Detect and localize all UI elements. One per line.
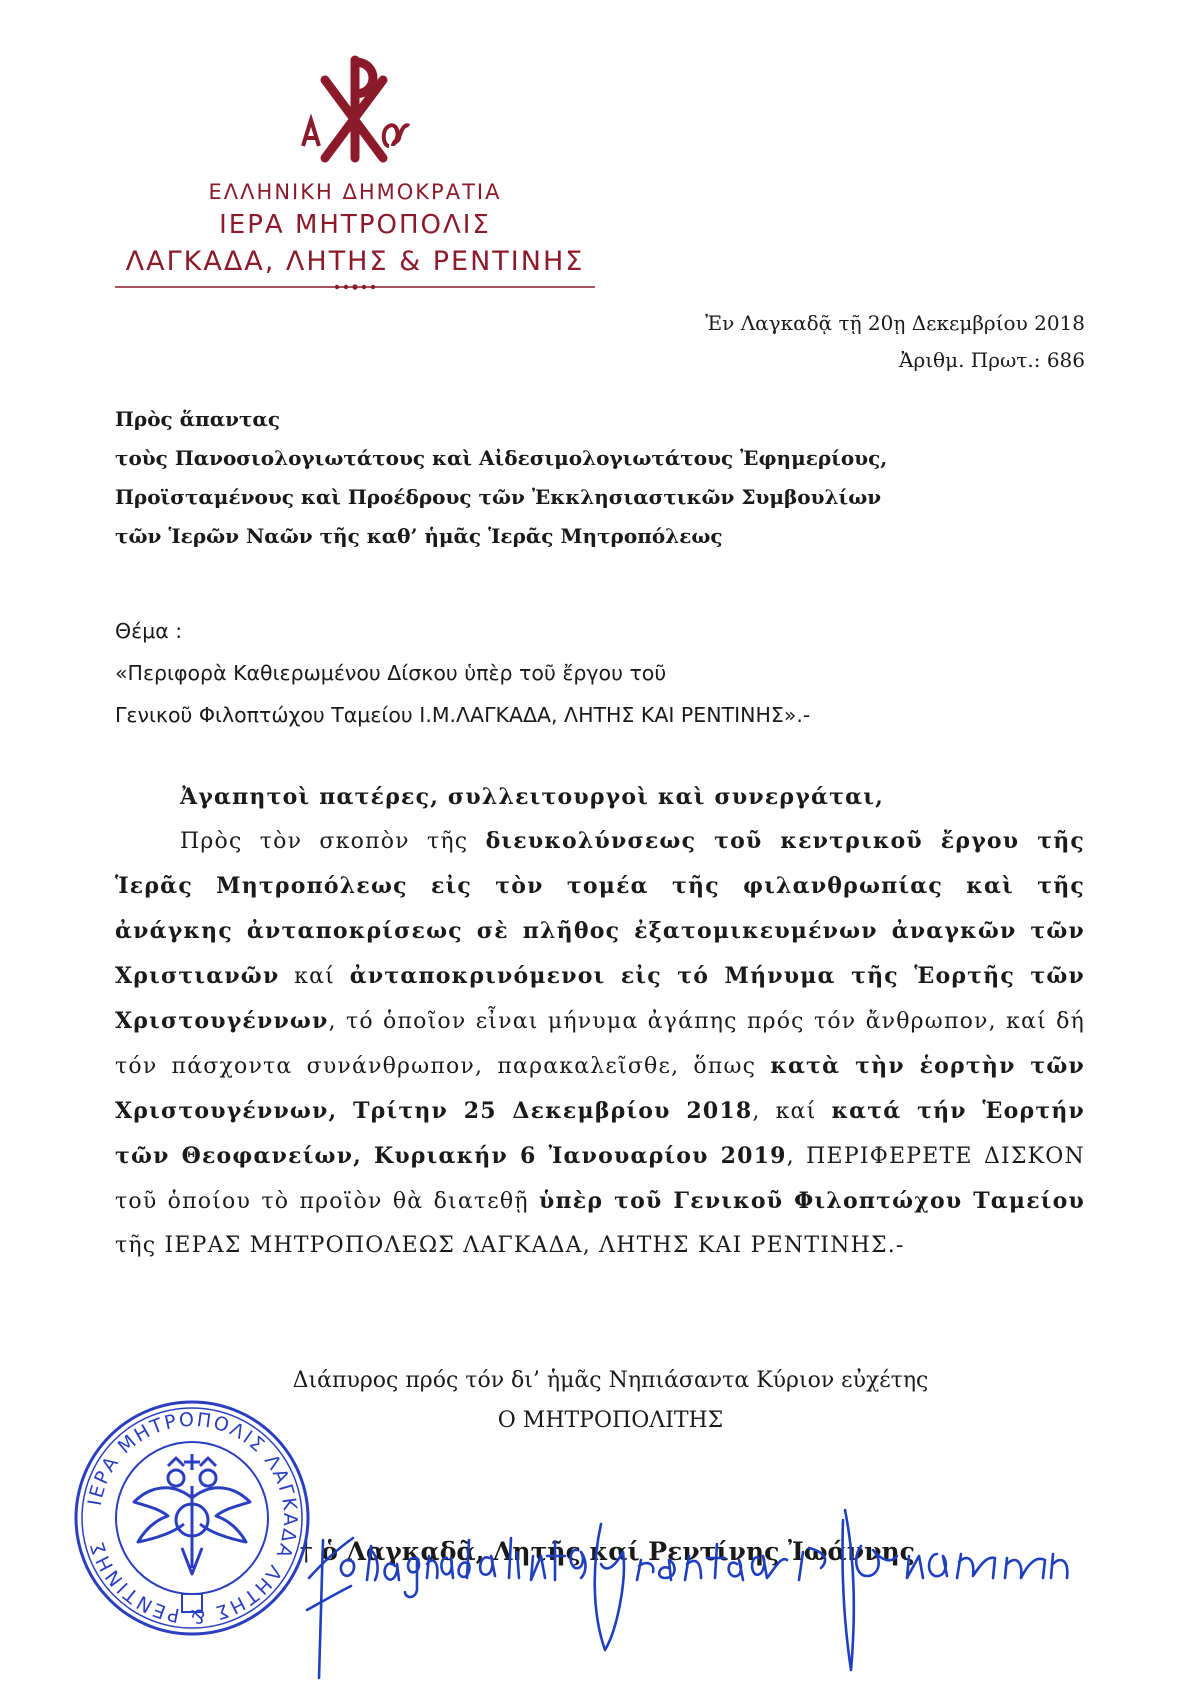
closing-line: Διάπυρος πρός τόν δι’ ἡμᾶς Νηπιάσαντα Κύριον εὐχέτης <box>292 1368 929 1393</box>
recipients <box>115 400 887 556</box>
body-text: , τό ὁποῖον εἶναι μήνυμα ἀγάπης πρός τόν ἄνθρωπον, καί δή τόν πάσχοντα συνάνθρωπον, παρακαλεῖσθε, ὅπως <box>115 1009 1085 1079</box>
letterhead-line-1: ΕΛΛΗΝΙΚΗ ΔΗΜΟΚΡΑΤΙΑ <box>208 180 502 204</box>
letterhead-rule <box>115 281 595 293</box>
recipient-line: Πρὸς ἅπαντας <box>115 407 280 431</box>
body-emphasis: ἀνταποκρινόμενοι εἰς τό Μήνυμα τῆς Ἑορτῆς τῶν Χριστουγέννων <box>115 963 1085 1034</box>
subject-line-1: «Περιφορὰ Καθιερωμένου Δίσκου ὑπὲρ τοῦ ἔργου τοῦ <box>115 661 667 685</box>
subject-line-2: Γενικοῦ Φιλοπτώχου Ταμείου Ι.Μ.ΛΑΓΚΑΔΑ, ΛΗΤΗΣ ΚΑΙ ΡΕΝΤΙΝΗΣ».- <box>115 703 811 727</box>
chi-rho-icon <box>295 50 415 170</box>
recipient-line: τοὺς Πανοσιολογιωτάτους καὶ Αἰδεσιμολογιωτάτους Ἐφημερίους, <box>115 446 888 470</box>
recipient-line: τῶν Ἱερῶν Ναῶν τῆς καθ’ ἡμᾶς Ἱερᾶς Μητροπόλεως <box>115 524 723 548</box>
body-paragraph <box>115 819 1085 1268</box>
handwritten-signature <box>305 1460 1105 1680</box>
protocol-number: Ἀριθμ. Πρωτ.: 686 <box>899 348 1085 372</box>
body-emphasis: διευκολύνσεως τοῦ κεντρικοῦ ἔργου τῆς Ἱερᾶς Μητροπόλεως εἰς τὸν τομέα τῆς φιλανθρωπίας καὶ τῆς ἀνάγκης ἀνταποκρίσεως σὲ πλῆθος ἐξατομικευμένων ἀναγκῶν τῶν Χριστιανῶν <box>115 828 1085 989</box>
body-text: καί <box>279 964 350 989</box>
subject-block <box>115 610 810 736</box>
letterhead <box>110 50 600 293</box>
closing-title: Ο ΜΗΤΡΟΠΟΛΙΤΗΣ <box>497 1408 724 1433</box>
svg-text:ΙΕΡΑ ΜΗΤΡΟΠΟΛΙΣ ΛΑΓΚΑΔΑ ΛΗΤΗΣ: ΙΕΡΑ ΜΗΤΡΟΠΟΛΙΣ ΛΑΓΚΑΔΑ ΛΗΤΗΣ & ΡΕΝΤΙΝΗΣ <box>83 1408 302 1628</box>
body-text: , καί <box>752 1099 832 1124</box>
body-emphasis: ὑπὲρ τοῦ Γενικοῦ Φιλοπτώχου Ταμείου <box>539 1188 1085 1214</box>
recipient-line: Προϊσταμένους καὶ Προέδρους τῶν Ἐκκλησιαστικῶν Συμβουλίων <box>115 485 882 509</box>
official-seal <box>72 1398 312 1638</box>
date-line: Ἐν Λαγκαδᾷ τῇ 20ῃ Δεκεμβρίου 2018 <box>705 311 1085 335</box>
double-headed-eagle-icon <box>134 1454 250 1574</box>
letterhead-line-3: ΛΑΓΚΑΔΑ, ΛΗΤΗΣ & ΡΕΝΤΙΝΗΣ <box>125 246 585 277</box>
letter-body <box>115 775 1085 1268</box>
subject-label: Θέμα : <box>115 619 183 643</box>
body-text: Πρὸς τὸν σκοπὸν τῆς <box>180 829 486 854</box>
body-emphasis: κατὰ τὴν ἑορτὴν τῶν Χριστουγέννων, Τρίτην 25 Δεκεμβρίου 2018 <box>115 1053 1085 1124</box>
body-text: , ΠΕΡΙΦΕΡΕΤΕ ΔΙΣΚΟΝ τοῦ ὁποίου τὸ προϊὸν θὰ διατεθῇ <box>115 1144 1085 1214</box>
signatory-name-text: ὁ Λαγκαδᾶ, Λητῆς καί Ρεντίνης Ἰωάννης <box>312 1537 915 1566</box>
letterhead-line-2: ΙΕΡΑ ΜΗΤΡΟΠΟΛΙΣ <box>219 210 491 240</box>
body-emphasis: κατά τήν Ἑορτήν τῶν Θεοφανείων, Κυριακήν 6 Ἰανουαρίου 2019 <box>115 1098 1085 1169</box>
date-block <box>705 305 1085 379</box>
body-text: τῆς ΙΕΡΑΣ ΜΗΤΡΟΠΟΛΕΩΣ ΛΑΓΚΑΔΑ, ΛΗΤΗΣ ΚΑΙ ΡΕΝΤΙΝΗΣ.- <box>115 1233 905 1258</box>
cross-icon: † <box>300 1537 313 1566</box>
greeting: Ἀγαπητοὶ πατέρες, συλλειτουργοὶ καὶ συνεργάται, <box>180 784 884 810</box>
